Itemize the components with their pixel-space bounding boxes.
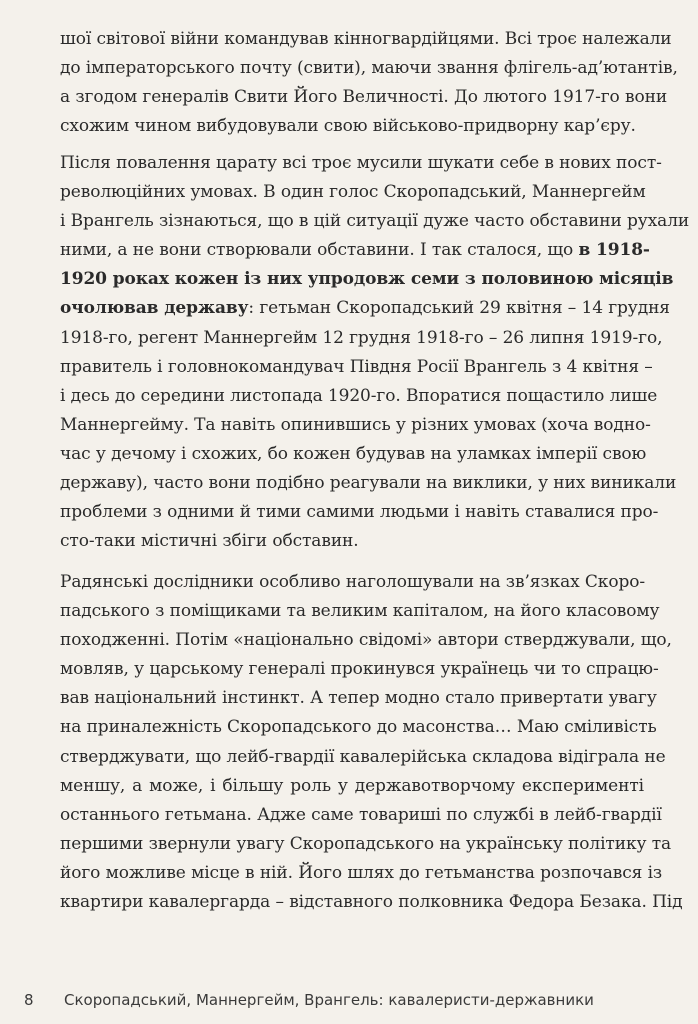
text-line: і Врангель зізнаються, що в цій ситуації дуже часто обставини рухали <box>60 211 690 232</box>
text-line: стверджувати, що лейб-гвардії кавалерійська складова відіграла не <box>60 746 666 767</box>
text-line: до імператорського почту (свити), маючи звання флігель-ад’ютантів, <box>60 58 678 79</box>
text-line: схожим чином вибудовували свою військово-придворну кар’єру. <box>60 116 636 137</box>
page-number: 8 <box>24 991 34 1009</box>
text-line: державу), часто вони подібно реагували на виклики, у них виникали <box>60 473 677 494</box>
text-line: його можливе місце в ній. Його шлях до гетьманства розпочався із <box>60 862 663 883</box>
text-line: правитель і головнокомандувач Півдня Росії Врангель з 4 квітня – <box>60 356 653 377</box>
text-line: першими звернули увагу Скоропадського на українську політику та <box>60 833 672 854</box>
text-segment: : гетьман Скоропадський 29 квітня – 14 грудня <box>248 298 670 319</box>
text-line: шої світової війни командував кінногвардійцями. Всі троє належали <box>60 29 672 49</box>
text-line: на приналежність Скоропадського до масонства… Маю сміливість <box>60 717 657 738</box>
text-line: сто-таки містичні збіги обставин. <box>60 531 359 552</box>
text-line: час у дечому і схожих, бо кожен будував на уламках імперії свою <box>60 443 647 464</box>
text-line: а згодом генералів Свити Його Величності. До лютого 1917-го вони <box>60 87 668 108</box>
text-line: Після повалення царату всі троє мусили шукати себе в нових пост- <box>60 153 662 173</box>
text-line: революційних умовах. В один голос Скоропадський, Маннергейм <box>60 182 646 203</box>
paragraph-1 <box>60 25 678 141</box>
text-segment: ними, а не вони створювали обставини. І так сталося, що <box>60 240 574 261</box>
page-footer <box>24 988 674 1012</box>
text-line: падського з поміщиками та великим капіталом, на його класовому <box>60 601 660 622</box>
text-line: останнього гетьмана. Адже саме товариші по службі в лейб-гвардії <box>60 804 662 825</box>
bold-text: 1920 роках кожен із них упродовж семи з половиною місяців <box>60 269 674 290</box>
paragraph-2 <box>60 149 690 556</box>
text-line: квартири кавалергарда – відставного полковника Федора Безака. Під <box>60 892 683 913</box>
paragraph-3 <box>60 568 683 917</box>
text-line: 1918-го, регент Маннергейм 12 грудня 1918-го – 26 липня 1919-го, <box>60 327 663 348</box>
text-line: Радянські дослідники особливо наголошували на зв’язках Скоро- <box>60 572 646 592</box>
text-line-with-bold <box>60 294 670 323</box>
text-line: мовляв, у царському генералі прокинувся українець чи то спрацю- <box>60 659 659 680</box>
bold-text: в 1918- <box>578 240 650 261</box>
text-line-with-bold <box>60 236 650 265</box>
text-line: проблеми з одними й тими самими людьми і навіть ставалися про- <box>60 502 659 523</box>
text-line: Маннергейму. Та навіть опинившись у різних умовах (хоча водно- <box>60 414 651 435</box>
text-line: вав національний інстинкт. А тепер модно стало привертати увагу <box>60 688 657 709</box>
text-line: і десь до середини листопада 1920-го. Впоратися пощастило лише <box>60 385 658 406</box>
bold-text: очолював державу <box>60 298 249 319</box>
text-line: походженні. Потім «національно свідомі» автори стверджували, що, <box>60 630 672 651</box>
text-line-bold <box>60 265 674 294</box>
text-line: меншу, а може, і більшу роль у державотворчому експерименті <box>60 775 644 796</box>
running-title: Скоропадський, Маннергейм, Врангель: кавалеристи-державники <box>64 991 594 1009</box>
